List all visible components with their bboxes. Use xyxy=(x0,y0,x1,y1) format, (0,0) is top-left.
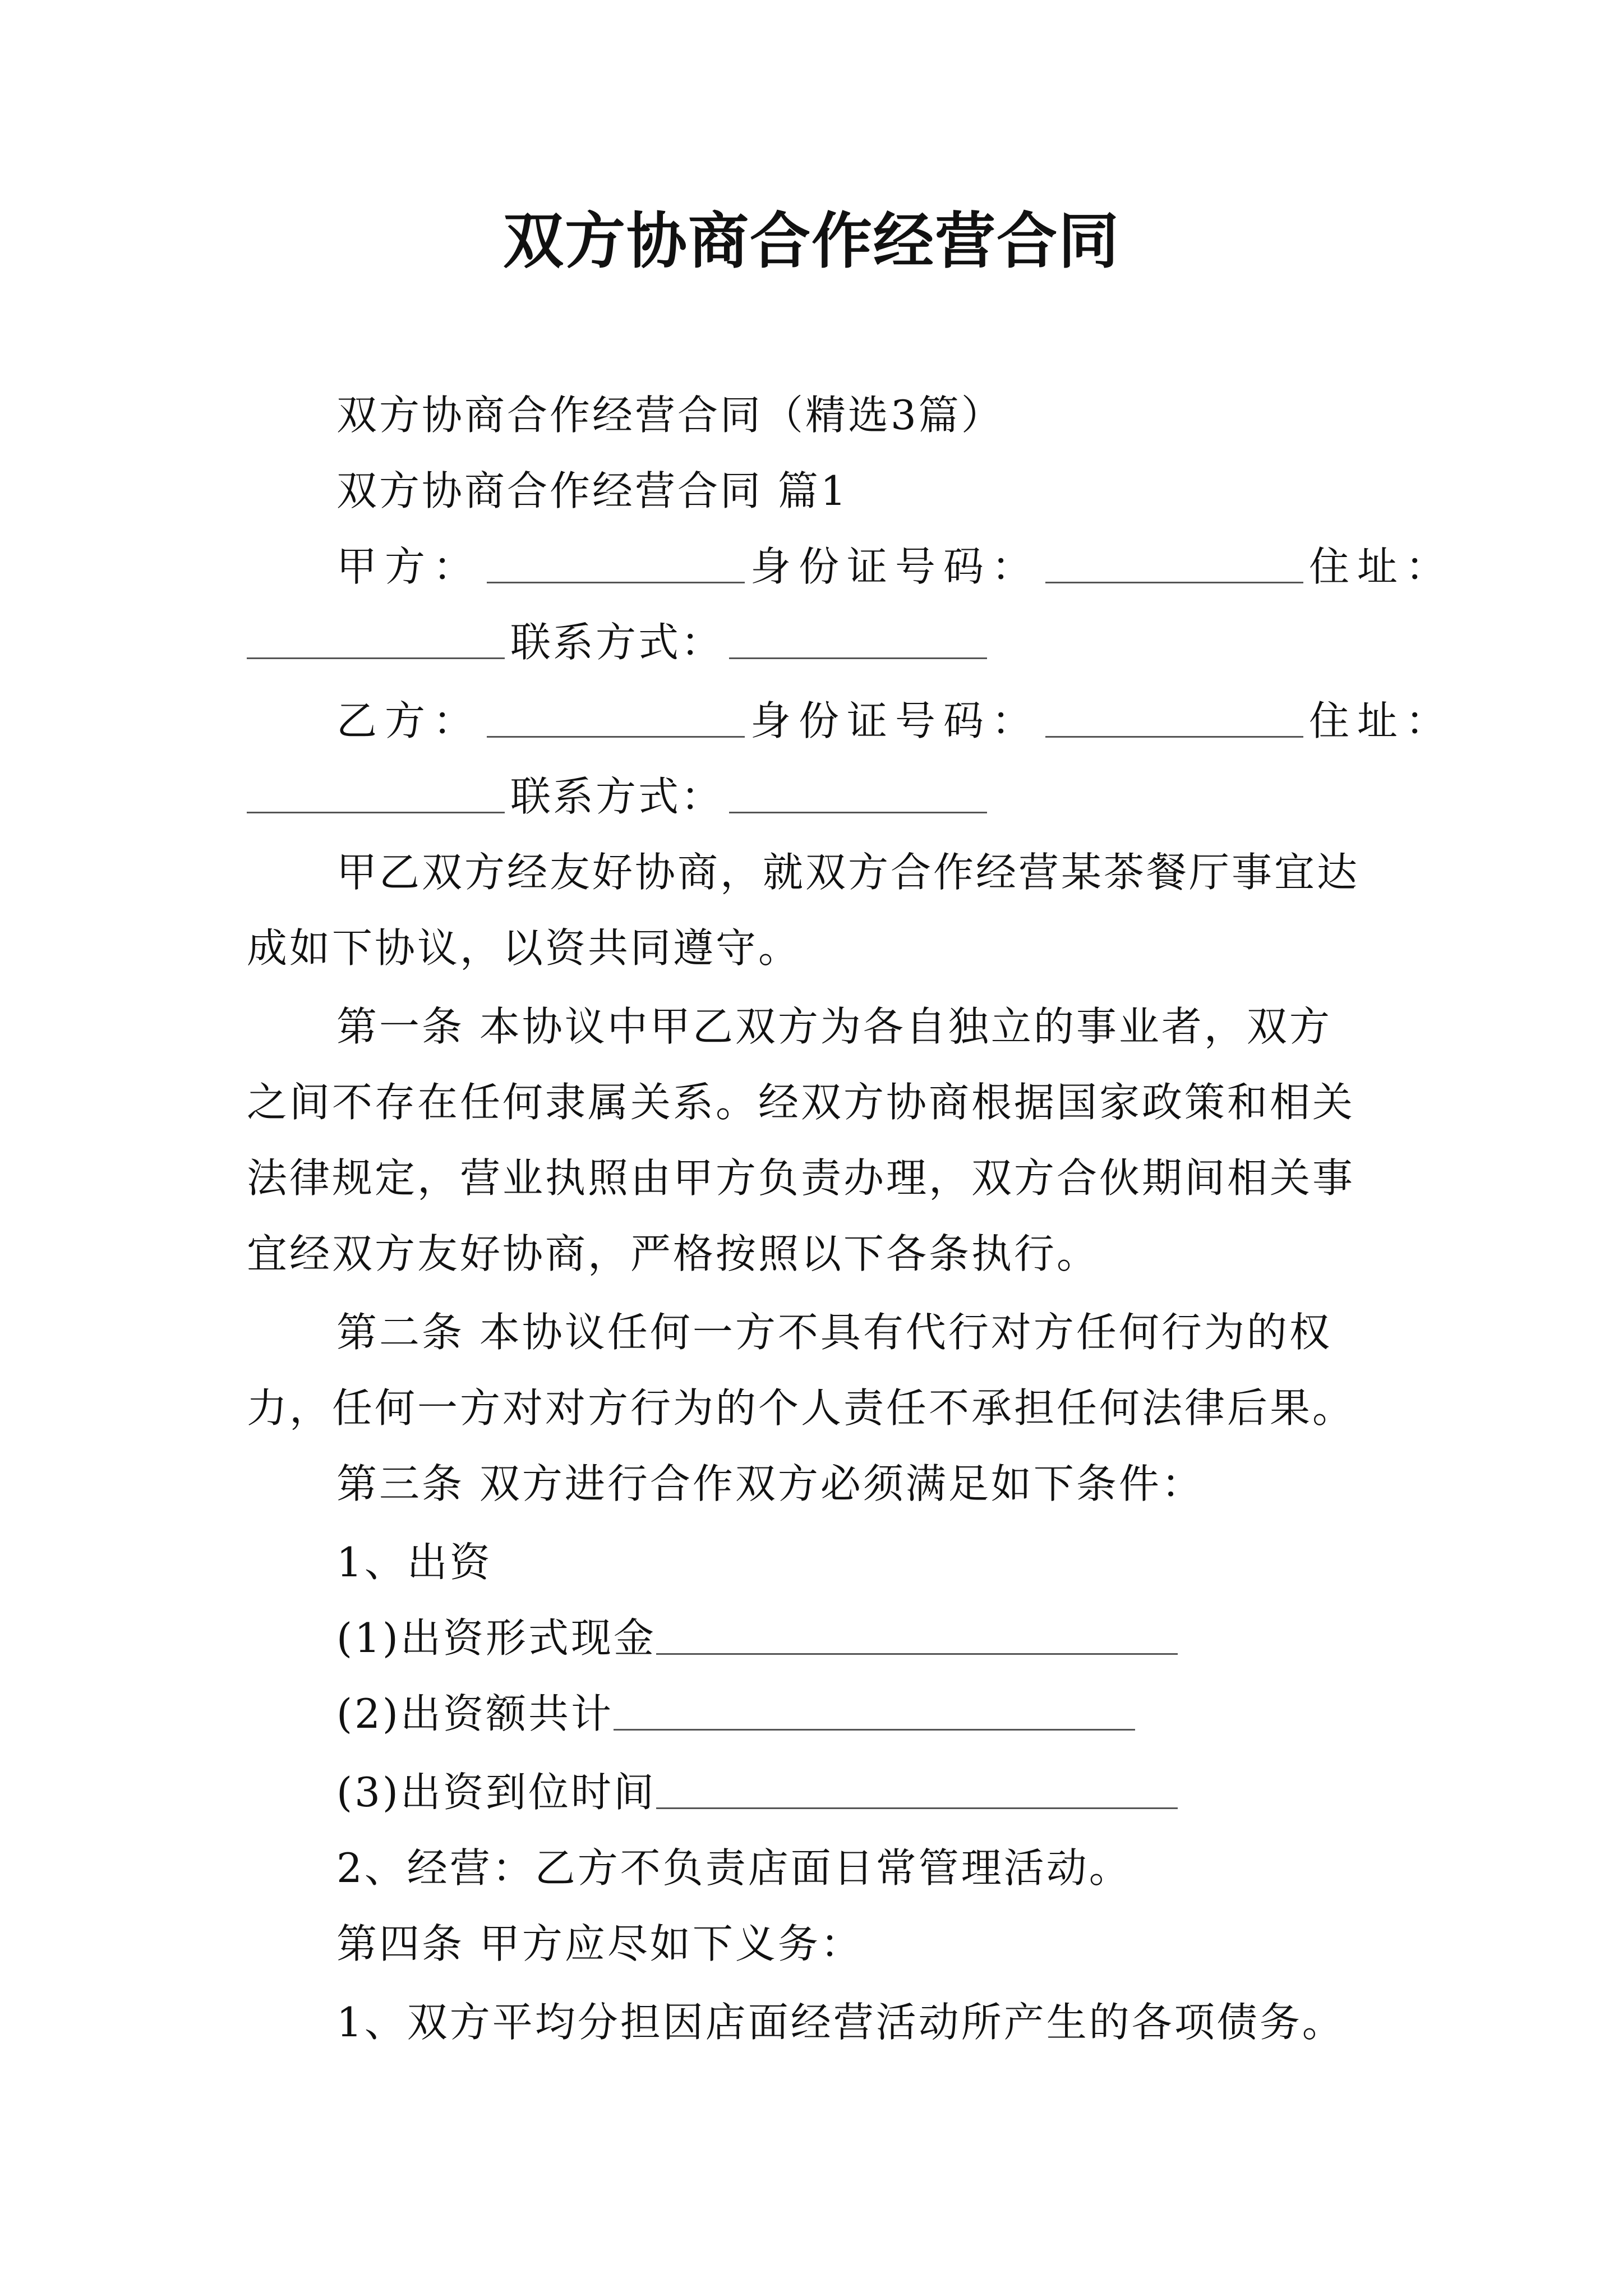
party-b-address-label: 住址： xyxy=(1309,697,1454,744)
article4-heading: 第四条 甲方应尽如下义务： xyxy=(336,1920,863,1967)
investment-amount-blank[interactable] xyxy=(614,1727,1135,1731)
intro-line-1: 甲乙双方经友好协商，就双方合作经营某茶餐厅事宜达 xyxy=(336,849,1360,896)
article1-line-2: 之间不存在任何隶属关系。经双方协商根据国家政策和相关 xyxy=(247,1079,1355,1126)
article1-line-1: 第一条 本协议中甲乙双方为各自独立的事业者，双方 xyxy=(336,1003,1332,1050)
party-b-line xyxy=(336,693,1542,749)
article2-line-1: 第二条 本协议任何一方不具有代行对方任何行为的权 xyxy=(336,1309,1332,1356)
party-a-id-blank[interactable] xyxy=(1045,579,1303,583)
article2-line-2: 力，任何一方对对方行为的个人责任不承担任何法律后果。 xyxy=(247,1384,1355,1432)
party-b-name-blank[interactable] xyxy=(487,734,745,738)
document-title: 双方协商合作经营合同 xyxy=(502,206,1120,277)
party-b-contact-blank[interactable] xyxy=(729,809,987,813)
investment-date-blank[interactable] xyxy=(656,1805,1178,1809)
item-1-1-label: (1)出资形式现金 xyxy=(336,1614,656,1662)
item-1-3-line xyxy=(336,1764,1542,1820)
party-a-id-label: 身份证号码： xyxy=(750,543,1040,590)
party-a-label: 甲方： xyxy=(336,543,482,590)
subtitle: 双方协商合作经营合同（精选3篇） xyxy=(336,392,1004,439)
party-a-contact-label: 联系方式： xyxy=(510,619,724,666)
investment-form-blank[interactable] xyxy=(656,1651,1178,1655)
party-a-contact-blank[interactable] xyxy=(729,655,987,659)
party-b-contact-line xyxy=(247,769,1453,825)
party-a-address-blank[interactable] xyxy=(247,655,505,659)
intro-line-2: 成如下协议，以资共同遵守。 xyxy=(247,924,801,972)
item-1-3-label: (3)出资到位时间 xyxy=(336,1769,656,1816)
article4-item-1: 1、双方平均分担因店面经营活动所产生的各项债务。 xyxy=(336,1999,1345,2046)
party-a-line xyxy=(336,539,1542,595)
item-1-2-label: (2)出资额共计 xyxy=(336,1690,614,1737)
item-1-1-line xyxy=(336,1610,1542,1666)
article1-line-3: 法律规定，营业执照由甲方负责办理，双方合伙期间相关事 xyxy=(247,1154,1355,1202)
party-b-id-blank[interactable] xyxy=(1045,734,1303,738)
party-b-label: 乙方： xyxy=(336,697,482,744)
article3-heading: 第三条 双方进行合作双方必须满足如下条件： xyxy=(336,1460,1204,1507)
party-a-contact-line xyxy=(247,614,1453,670)
item-1-investment: 1、出资 xyxy=(336,1539,492,1586)
item-2-operation: 2、经营：乙方不负责店面日常管理活动。 xyxy=(336,1844,1132,1892)
part-heading: 双方协商合作经营合同 篇1 xyxy=(336,467,849,514)
article1-line-4: 宜经双方友好协商，严格按照以下各条执行。 xyxy=(247,1230,1100,1277)
party-b-address-blank[interactable] xyxy=(247,809,505,813)
party-b-contact-label: 联系方式： xyxy=(510,773,724,820)
party-a-address-label: 住址： xyxy=(1309,543,1454,590)
party-b-id-label: 身份证号码： xyxy=(750,697,1040,744)
item-1-2-line xyxy=(336,1686,1542,1742)
party-a-name-blank[interactable] xyxy=(487,579,745,583)
